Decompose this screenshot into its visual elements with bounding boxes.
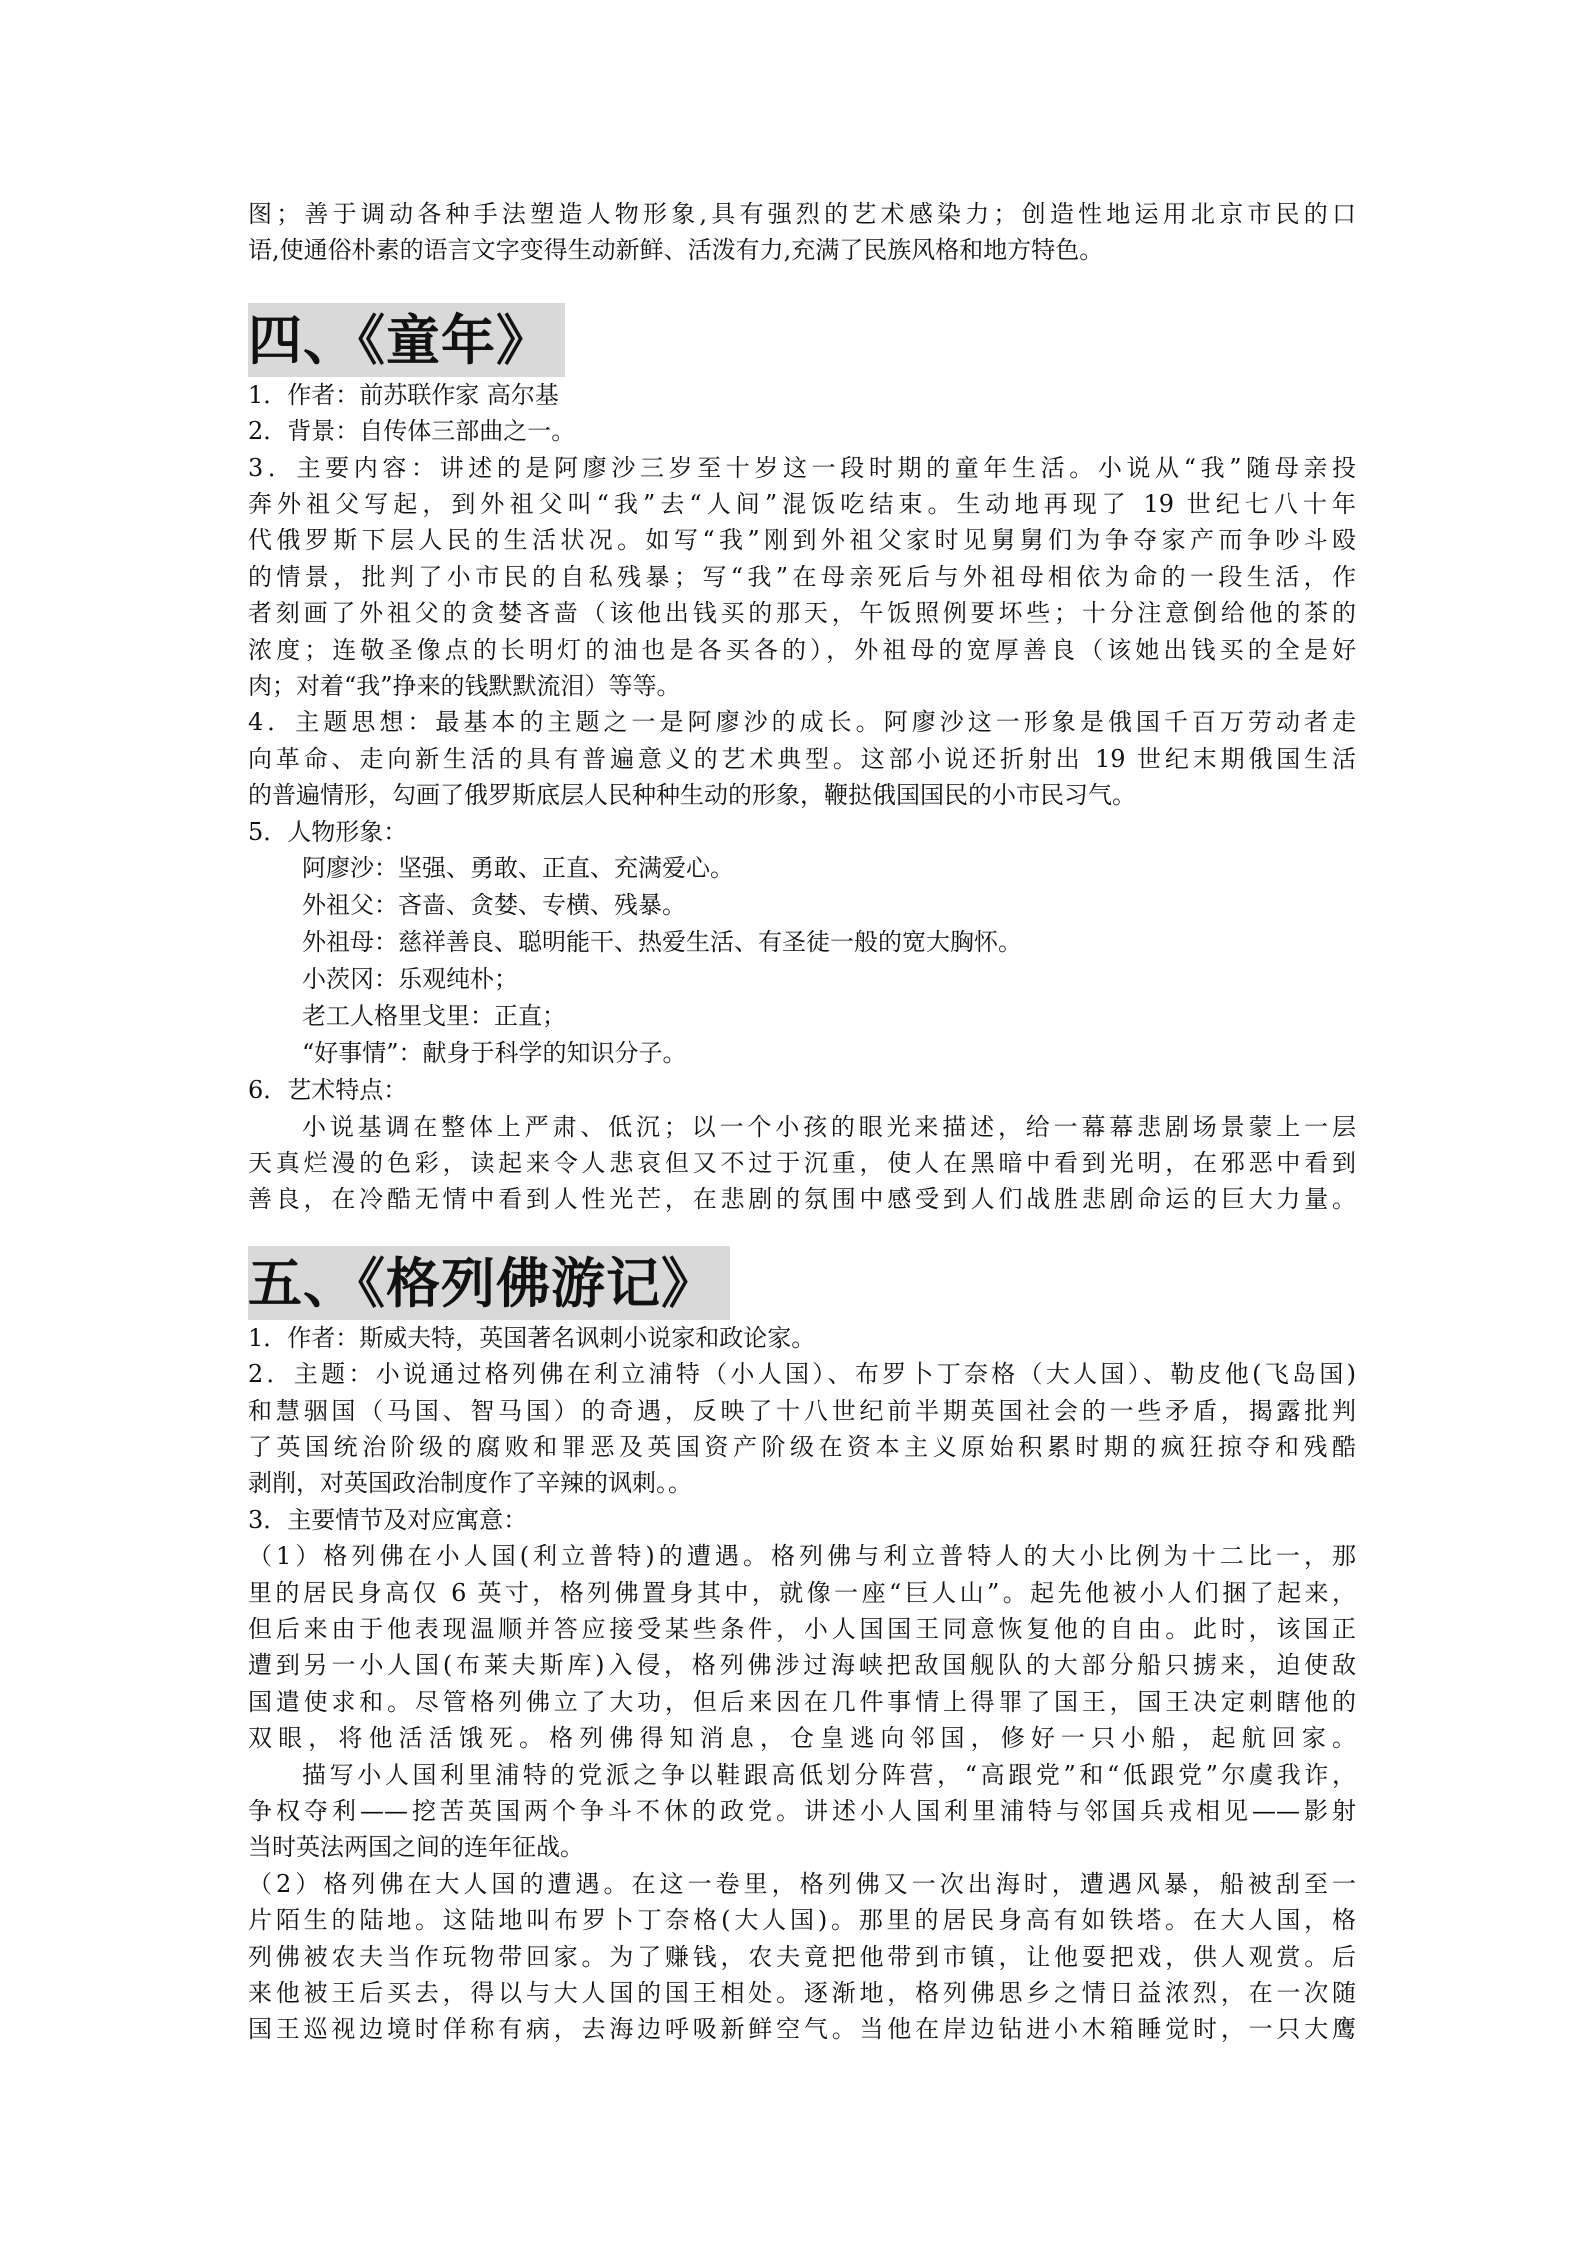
- meaning-line: 描写小人国利里浦特的党派之争以鞋跟高低划分阵营，“高跟党”和“低跟党”尔虞我诈，: [302, 1760, 1356, 1789]
- theme-line: 4．主题思想：最基本的主题之一是阿廖沙的成长。阿廖沙这一形象是俄国千百万劳动者走: [248, 708, 1356, 737]
- plot-line: 国遣使求和。尽管格列佛立了大功，但后来因在几件事情上得罪了国王，国王决定刺瞎他的: [248, 1687, 1356, 1716]
- author-line: 1．作者：前苏联作家 高尔基: [248, 380, 559, 409]
- background-line: 2．背景：自传体三部曲之一。: [248, 417, 576, 446]
- section-childhood: [248, 303, 1356, 1218]
- plot-line: 遭到另一小人国(布莱夫斯库)入侵，格列佛涉过海峡把敌国舰队的大部分船只掳来，迫使敌: [248, 1651, 1356, 1680]
- content-line: 者刻画了外祖父的贪婪吝啬（该他出钱买的那天，午饭照例要坏些；十分注意倒给他的茶的: [248, 599, 1356, 628]
- character-list: [248, 850, 1356, 1072]
- art-line: 善良，在冷酷无情中看到人性光芒，在悲剧的氛围中感受到人们战胜悲剧命运的巨大力量。: [248, 1185, 1356, 1214]
- theme-paragraph: [248, 1356, 1356, 1502]
- content-line: 的情景，批判了小市民的自私残暴；写“我”在母亲死后与外祖母相依为命的一段生活，作: [248, 562, 1356, 591]
- plot-title: 3．主要情节及对应寓意：: [248, 1505, 528, 1534]
- meaning-line: 当时英法两国之间的连年征战。: [248, 1833, 584, 1862]
- character-item: 阿廖沙：坚强、勇敢、正直、充满爱心。: [302, 854, 734, 883]
- content-line: 代俄罗斯下层人民的生活状况。如写“我”刚到外祖父家时见舅舅们为争夺家产而争吵斗殴: [248, 526, 1356, 555]
- theme-paragraph: [248, 704, 1356, 813]
- plot-line: 国王巡视边境时佯称有病，去海边呼吸新鲜空气。当他在岸边钻进小木箱睡觉时，一只大鹰: [248, 2015, 1356, 2044]
- theme-line: 剥削，对英国政治制度作了辛辣的讽刺。。: [248, 1469, 692, 1498]
- intro-line: 图；善于调动各种手法塑造人物形象,具有强烈的艺术感染力；创造性地运用北京市民的口: [248, 200, 1356, 228]
- theme-line: 2．主题：小说通过格列佛在利立浦特（小人国）、布罗卜丁奈格（大人国）、勒皮他(飞岛国): [248, 1360, 1356, 1389]
- theme-line: 和慧骃国（马国、智马国）的奇遇，反映了十八世纪前半期英国社会的一些矛盾，揭露批判: [248, 1396, 1356, 1425]
- art-title: 6．艺术特点：: [248, 1076, 408, 1105]
- content-paragraph: [248, 450, 1356, 705]
- character-item: 外祖母：慈祥善良、聪明能干、热爱生活、有圣徒一般的宽大胸怀。: [302, 928, 1022, 957]
- author-line: 1．作者：斯威夫特，英国著名讽刺小说家和政论家。: [248, 1323, 816, 1352]
- character-item: 外祖父：吝啬、贪婪、专横、残暴。: [302, 891, 686, 920]
- intro-paragraph: [248, 196, 1356, 269]
- plot-brobdingnag-paragraph: [248, 1866, 1356, 2048]
- character-item: 小茨冈：乐观纯朴；: [302, 965, 518, 994]
- theme-line: 了英国统治阶级的腐败和罪恶及英国资产阶级在资本主义原始积累时期的疯狂掠夺和残酷: [248, 1432, 1356, 1461]
- content-line: 3．主要内容：讲述的是阿廖沙三岁至十岁这一段时期的童年生活。小说从“我”随母亲投: [248, 453, 1356, 482]
- plot-line: 但后来由于他表现温顺并答应接受某些条件，小人国国王同意恢复他的自由。此时，该国正: [248, 1614, 1356, 1643]
- characters-title: 5．人物形象：: [248, 817, 408, 846]
- plot-lilliput-meaning: [248, 1757, 1356, 1866]
- meaning-line: 争权夺利——挖苦英国两个争斗不休的政党。讲述小人国利里浦特与邻国兵戎相见——影射: [248, 1797, 1356, 1825]
- plot-line: 片陌生的陆地。这陆地叫布罗卜丁奈格(大人国)。那里的居民身高有如铁塔。在大人国，格: [248, 1906, 1356, 1935]
- plot-line: 来他被王后买去，得以与大人国的国王相处。逐渐地，格列佛思乡之情日益浓烈，在一次随: [248, 1979, 1356, 2008]
- document-page: [248, 196, 1356, 2048]
- theme-line: 的普遍情形，勾画了俄罗斯底层人民种种生动的形象，鞭挞俄国国民的小市民习气。: [248, 781, 1136, 810]
- plot-line: （2）格列佛在大人国的遭遇。在这一卷里，格列佛又一次出海时，遭遇风暴，船被刮至一: [248, 1869, 1356, 1898]
- theme-line: 向革命、走向新生活的具有普遍意义的艺术典型。这部小说还折射出 19 世纪末期俄国生活: [248, 744, 1356, 773]
- art-line: 天真烂漫的色彩，读起来令人悲哀但又不过于沉重，使人在黑暗中看到光明，在邪恶中看到: [248, 1148, 1356, 1177]
- plot-lilliput-paragraph: [248, 1538, 1356, 1756]
- character-item: 老工人格里戈里：正直；: [302, 1002, 566, 1031]
- section-heading-childhood: 四、《童年》: [248, 303, 565, 377]
- intro-line: 语,使通俗朴素的语言文字变得生动新鲜、活泼有力,充满了民族风格和地方特色。: [248, 236, 1104, 265]
- character-item: “好事情”：献身于科学的知识分子。: [302, 1039, 687, 1068]
- plot-line: 里的居民身高仅 6 英寸，格列佛置身其中，就像一座“巨人山”。起先他被小人们捆了起来，: [248, 1578, 1356, 1607]
- section-heading-gulliver: 五、《格列佛游记》: [248, 1246, 730, 1320]
- content-line: 浓度；连敬圣像点的长明灯的油也是各买各的），外祖母的宽厚善良（该她出钱买的全是好: [248, 635, 1356, 664]
- plot-line: （1）格列佛在小人国(利立普特)的遭遇。格列佛与利立普特人的大小比例为十二比一，那: [248, 1542, 1356, 1571]
- content-line: 奔外祖父写起，到外祖父叫“我”去“人间”混饭吃结束。生动地再现了 19 世纪七八十年: [248, 490, 1356, 519]
- plot-line: 双眼，将他活活饿死。格列佛得知消息，仓皇逃向邻国，修好一只小船，起航回家。: [248, 1724, 1356, 1753]
- section-gulliver: [248, 1246, 1356, 2048]
- content-line: 肉；对着“我”挣来的钱默默流泪）等等。: [248, 672, 681, 701]
- plot-line: 列佛被农夫当作玩物带回家。为了赚钱，农夫竟把他带到市镇，让他耍把戏，供人观赏。后: [248, 1942, 1356, 1971]
- art-line: 小说基调在整体上严肃、低沉；以一个小孩的眼光来描述，给一幕幕悲剧场景蒙上一层: [302, 1112, 1356, 1141]
- art-paragraph: [248, 1109, 1356, 1218]
